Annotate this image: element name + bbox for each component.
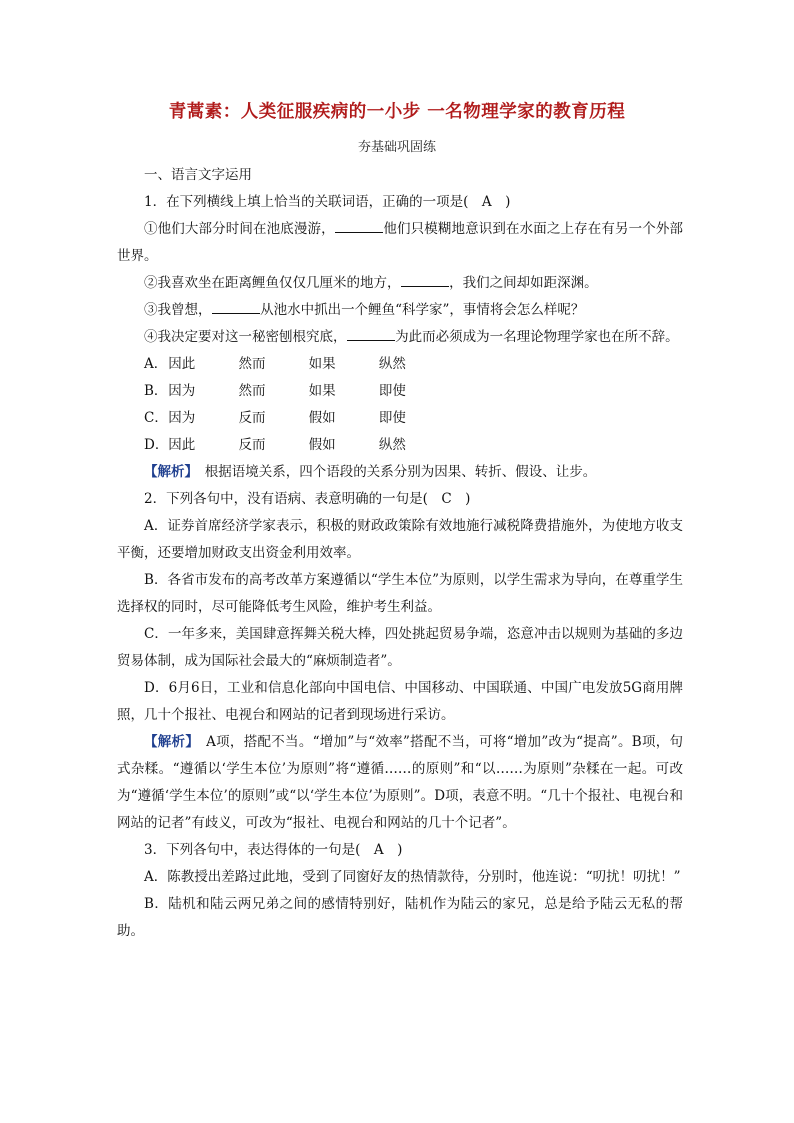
answer-blank [347, 327, 396, 342]
document-subtitle: 夯基础巩固练 [357, 140, 436, 155]
question-2-option-b: B．各省市发布的高考改革方案遵循以“学生本位”为原则，以学生需求为导向，在尊重学生选择权的同时，尽可能降低考生风险，维护考生利益。 [117, 572, 683, 615]
question-2-analysis: 【解析】 A项，搭配不当。“增加”与“效率”搭配不当，可将“增加”改为“提高”。B项，句式杂糅。“遵循以‘学生本位’为原则”将“遵循……的原则”和“以……为原则”杂糅在一起。可改为“遵循‘学生本位’的原则”或“以‘学生本位’为原则”。D项，表意不明。“几十个报社、电视台和网站的记者”有歧义，可改为“报社、电视台和网站的几十个记者”。 [117, 734, 683, 831]
question-3-option-b: B．陆机和陆云两兄弟之间的感情特别好，陆机作为陆云的家兄，总是给予陆云无私的帮助。 [117, 896, 683, 939]
question-1-sentence-3: ③我曾想， 从池水中抓出一个鲤鱼“科学家”，事情将会怎么样呢？ [117, 297, 683, 324]
question-3-option-a: A．陈教授出差路过此地，受到了同窗好友的热情款待，分别时，他连说：“叨扰！叨扰！” [144, 869, 681, 885]
question-1-sentence-4: ④我决定要对这一秘密刨根究底， 为此而必须成为一名理论物理学家也在所不辞。 [117, 324, 683, 351]
analysis-label: 【解析】 [144, 464, 192, 480]
section-heading: 一、语言文字运用 [144, 167, 252, 183]
question-2-option-c: C．一年多来，美国肆意挥舞关税大棒，四处挑起贸易争端，恣意冲击以规则为基础的多边贸易体制，成为国际社会最大的“麻烦制造者”。 [117, 626, 683, 669]
option-row: A．因此 然而 如果 纵然 [144, 356, 406, 372]
document-body [117, 162, 683, 945]
question-1-analysis: 【解析】 根据语境关系，四个语段的关系分别为因果、转折、假设、让步。 [144, 464, 597, 480]
question-2-option-a: A．证券首席经济学家表示，积极的财政政策除有效地施行减税降费措施外，为使地方收支平衡，还要增加财政支出资金利用效率。 [117, 518, 683, 561]
answer-blank [212, 300, 261, 315]
question-2-option-d: D．6月6日，工业和信息化部向中国电信、中国移动、中国联通、中国广电发放5G商用牌照，几十个报社、电视台和网站的记者到现场进行采访。 [117, 680, 683, 723]
option-row: C．因为 反而 假如 即使 [144, 410, 406, 426]
question-1-stem: 1．在下列横线上填上恰当的关联词语，正确的一项是( A ) [144, 194, 511, 210]
answer-blank [401, 273, 450, 288]
option-row: D．因此 反而 假如 纵然 [144, 437, 406, 453]
question-1-sentence-2: ②我喜欢坐在距离鲤鱼仅仅几厘米的地方， ，我们之间却如距深渊。 [117, 270, 683, 297]
question-1-sentence-1: ①他们大部分时间在池底漫游， 他们只模糊地意识到在水面之上存在有另一个外部世界。 [117, 216, 683, 270]
option-row: B．因为 然而 如果 即使 [144, 383, 406, 399]
document-title: 青蒿素：人类征服疾病的一小步 一名物理学家的教育历程 [168, 102, 626, 122]
answer-blank [335, 219, 384, 234]
question-2-stem: 2．下列各句中，没有语病、表意明确的一句是( C ) [144, 491, 471, 507]
question-3-stem: 3．下列各句中，表达得体的一句是( A ) [144, 842, 403, 858]
analysis-label: 【解析】 [144, 734, 193, 750]
